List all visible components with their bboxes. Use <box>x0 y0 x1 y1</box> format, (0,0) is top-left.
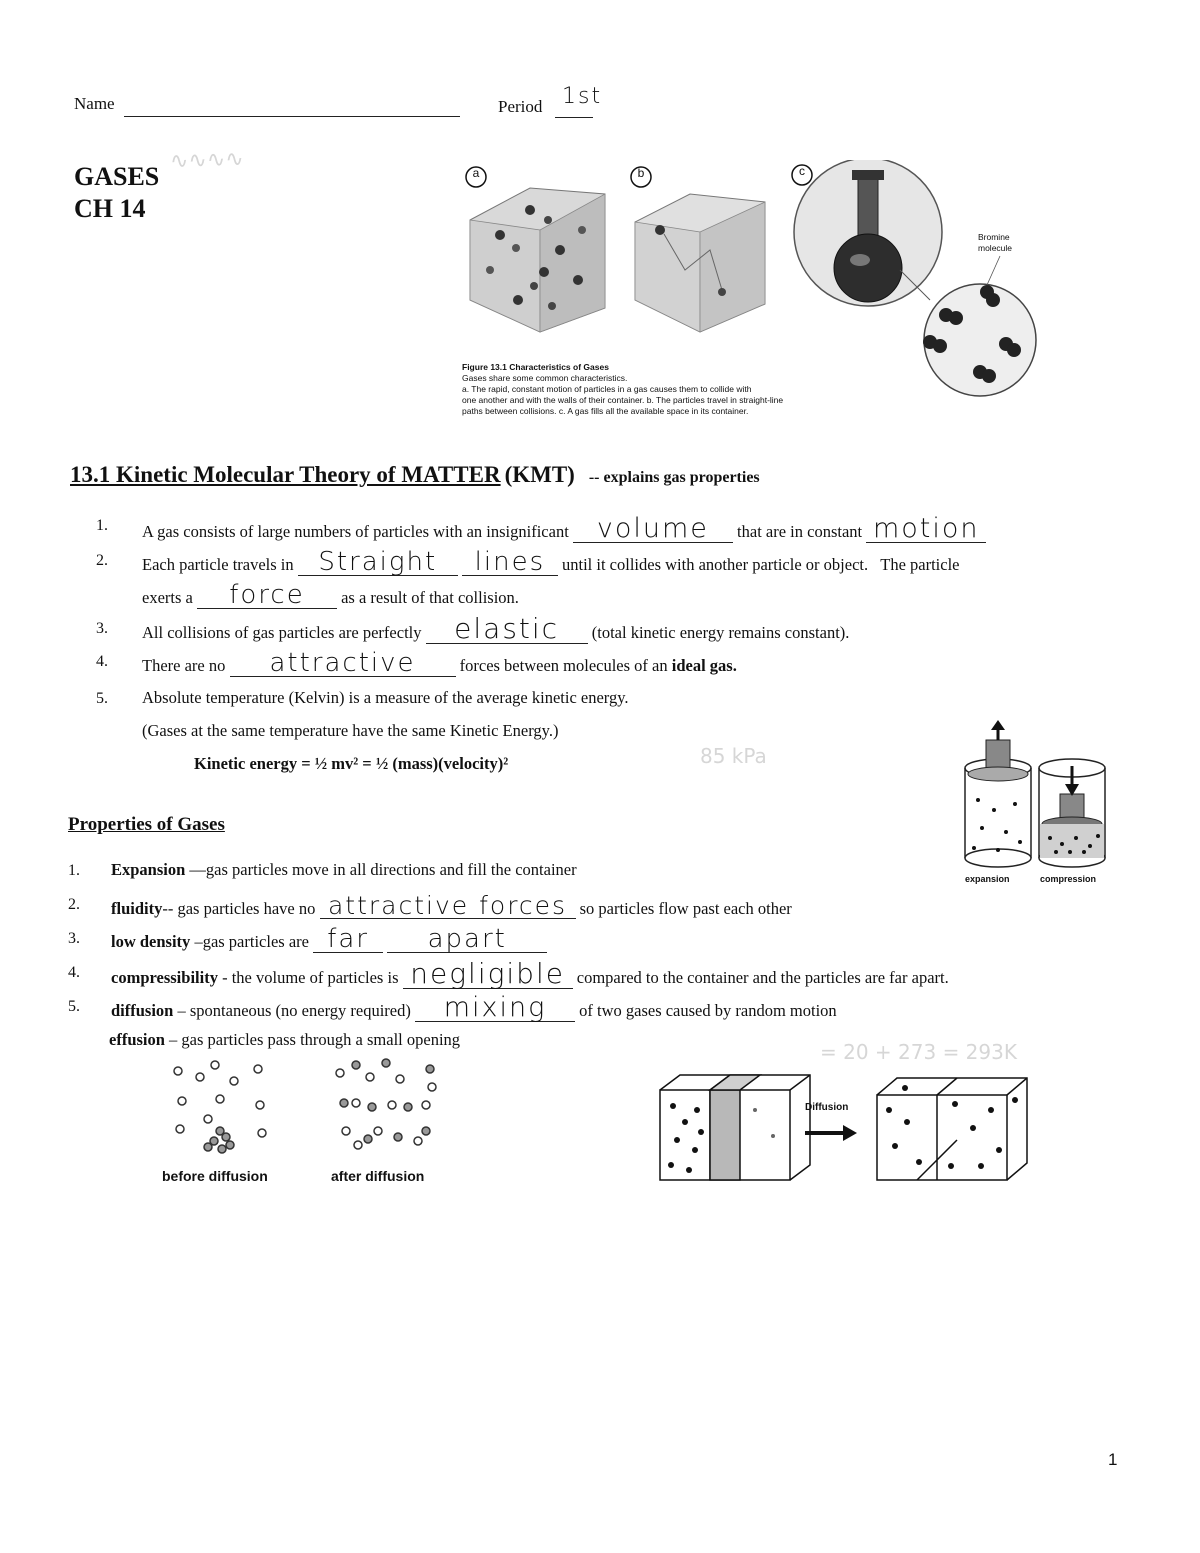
property-text: of two gases caused by random motion <box>579 1001 837 1020</box>
kmt-item-3 <box>142 612 850 645</box>
page-number: 1 <box>1108 1450 1118 1469</box>
diffusion-arrow <box>805 1125 857 1141</box>
compression-cylinder <box>1039 759 1105 867</box>
property-text: so particles flow past each other <box>579 899 792 918</box>
panel-a-label: a <box>472 166 480 180</box>
properties-heading: Properties of Gases <box>68 814 225 835</box>
ideal-gas-term: ideal gas. <box>671 656 737 675</box>
before-diffusion-particles <box>174 1061 266 1153</box>
caption-title: Figure 13.1 Characteristics of Gases <box>462 362 609 372</box>
attractive-answer[interactable]: attractive <box>230 650 456 677</box>
property-term: effusion <box>109 1030 165 1049</box>
property-text: compared to the container and the particles are far apart. <box>576 968 949 987</box>
kmt-heading <box>70 462 760 488</box>
property-number: 5. <box>68 998 80 1015</box>
property-text: – spontaneous (no energy required) <box>177 1001 411 1020</box>
kmt-item-text: The particle <box>880 555 960 574</box>
kmt-item-2-continued <box>142 582 519 609</box>
kmt-heading-title: 13.1 Kinetic Molecular Theory of MATTER <box>70 462 501 487</box>
property-term: compressibility <box>111 968 218 987</box>
property-number: 3. <box>68 930 80 947</box>
kmt-item-text: until it collides with another particle or object. <box>562 555 869 574</box>
name-field[interactable] <box>124 116 460 117</box>
effusion-line <box>109 1030 460 1050</box>
property-expansion <box>111 860 577 880</box>
diffusion-particles-figure <box>160 1055 460 1165</box>
kmt-item-number: 5. <box>96 690 108 707</box>
property-text: - the volume of particles is <box>222 968 399 987</box>
after-diffusion-label: after diffusion <box>331 1168 425 1184</box>
negligible-answer[interactable]: negligible <box>403 960 573 989</box>
kmt-item-text: There are no <box>142 656 226 675</box>
property-number: 4. <box>68 964 80 981</box>
compression-label: compression <box>1040 874 1097 884</box>
period-field[interactable] <box>555 117 593 118</box>
volume-answer[interactable]: volume <box>573 515 733 543</box>
elastic-answer[interactable]: elastic <box>426 615 588 644</box>
before-diffusion-label: before diffusion <box>162 1168 268 1184</box>
kmt-item-number: 2. <box>96 552 108 569</box>
after-box-particles <box>886 1085 1018 1169</box>
kmt-item-text: as a result of that collision. <box>341 588 519 607</box>
property-text: – gas particles pass through a small opening <box>169 1030 461 1049</box>
bromine-label: Bromine molecule <box>978 232 1013 253</box>
property-text: -- gas particles have no <box>162 899 316 918</box>
property-text: –gas particles are <box>194 932 309 951</box>
diffusion-boxes-figure <box>655 1070 1045 1185</box>
property-term: low density <box>111 932 191 951</box>
after-diffusion-particles <box>336 1059 436 1149</box>
apart-answer[interactable]: apart <box>387 926 547 953</box>
caption-line: paths between collisions. c. A gas fills all the available space in its container. <box>462 406 749 416</box>
kmt-item-text: forces between molecules of an <box>459 656 668 675</box>
panel-c-label: c <box>799 164 805 178</box>
period-label: Period <box>498 97 543 116</box>
box-a <box>470 188 605 332</box>
force-answer[interactable]: force <box>197 582 337 609</box>
motion-answer[interactable]: motion <box>866 515 986 543</box>
property-diffusion <box>111 994 837 1022</box>
kmt-item-4 <box>142 650 737 677</box>
property-number: 2. <box>68 896 80 913</box>
box-b <box>635 194 765 332</box>
name-label: Name <box>74 94 115 113</box>
period-value: 1st <box>562 84 603 109</box>
kmt-item-text: All collisions of gas particles are perfectly <box>142 623 422 642</box>
kmt-item-text: exerts a <box>142 588 193 607</box>
expansion-label: expansion <box>965 874 1010 884</box>
ke-label: Kinetic energy <box>194 754 298 773</box>
kmt-item-number: 1. <box>96 517 108 534</box>
property-number: 1. <box>68 862 80 879</box>
property-text: —gas particles move in all directions and fill the container <box>189 860 577 879</box>
caption-line: Gases share some common characteristics. <box>462 373 628 383</box>
kmt-item-2 <box>142 549 959 576</box>
lines-answer[interactable]: lines <box>462 549 558 576</box>
kmt-heading-abbr: (KMT) <box>504 462 575 487</box>
kinetic-energy-formula <box>194 754 508 774</box>
kmt-item-number: 4. <box>96 653 108 670</box>
kmt-item-text: A gas consists of large numbers of particles with an insignificant <box>142 522 569 541</box>
bleed-through-mark: 85 kPa <box>700 744 767 768</box>
kmt-item-number: 3. <box>96 620 108 637</box>
diffusion-arrow-label: Diffusion <box>805 1102 849 1113</box>
chapter-title: CH 14 <box>74 194 146 223</box>
property-term: diffusion <box>111 1001 174 1020</box>
expansion-cylinder <box>965 720 1031 867</box>
kmt-item-5: Absolute temperature (Kelvin) is a measure of the average kinetic energy. <box>142 688 629 707</box>
kmt-item-1 <box>142 515 986 543</box>
before-box <box>660 1075 810 1180</box>
panel-b-label: b <box>637 166 645 180</box>
page-title: GASES <box>74 162 160 191</box>
kmt-heading-note: -- explains gas properties <box>588 469 760 486</box>
straight-answer[interactable]: Straight <box>298 549 458 576</box>
bleed-through-mark: ∿∿∿∿ <box>169 146 245 175</box>
property-fluidity <box>111 893 792 919</box>
property-compressibility <box>111 957 949 990</box>
property-term: fluidity <box>111 899 163 918</box>
mixing-answer[interactable]: mixing <box>415 994 575 1022</box>
bleed-through-mark: = 20 + 273 = 293K <box>820 1040 1017 1064</box>
attractive-forces-answer[interactable]: attractive forces <box>320 893 576 919</box>
kmt-item-text: that are in constant <box>737 522 863 541</box>
ke-formula: = ½ mv² = ½ (mass)(velocity)² <box>301 754 509 773</box>
property-low-density <box>111 926 547 953</box>
caption-line: a. The rapid, constant motion of particles in a gas causes them to collide with <box>462 384 752 394</box>
kmt-item-text: Each particle travels in <box>142 555 294 574</box>
caption-line: one another and with the walls of their container. b. The particles travel in straight-line <box>462 395 784 405</box>
figure-caption <box>462 362 862 417</box>
flask-with-bromine <box>794 160 1036 396</box>
far-answer[interactable]: far <box>313 926 383 953</box>
piston-figure <box>960 720 1110 875</box>
kmt-item-5-note: (Gases at the same temperature have the same Kinetic Energy.) <box>142 721 559 740</box>
property-term: Expansion <box>111 860 186 879</box>
kmt-item-text: (total kinetic energy remains constant). <box>591 623 850 642</box>
